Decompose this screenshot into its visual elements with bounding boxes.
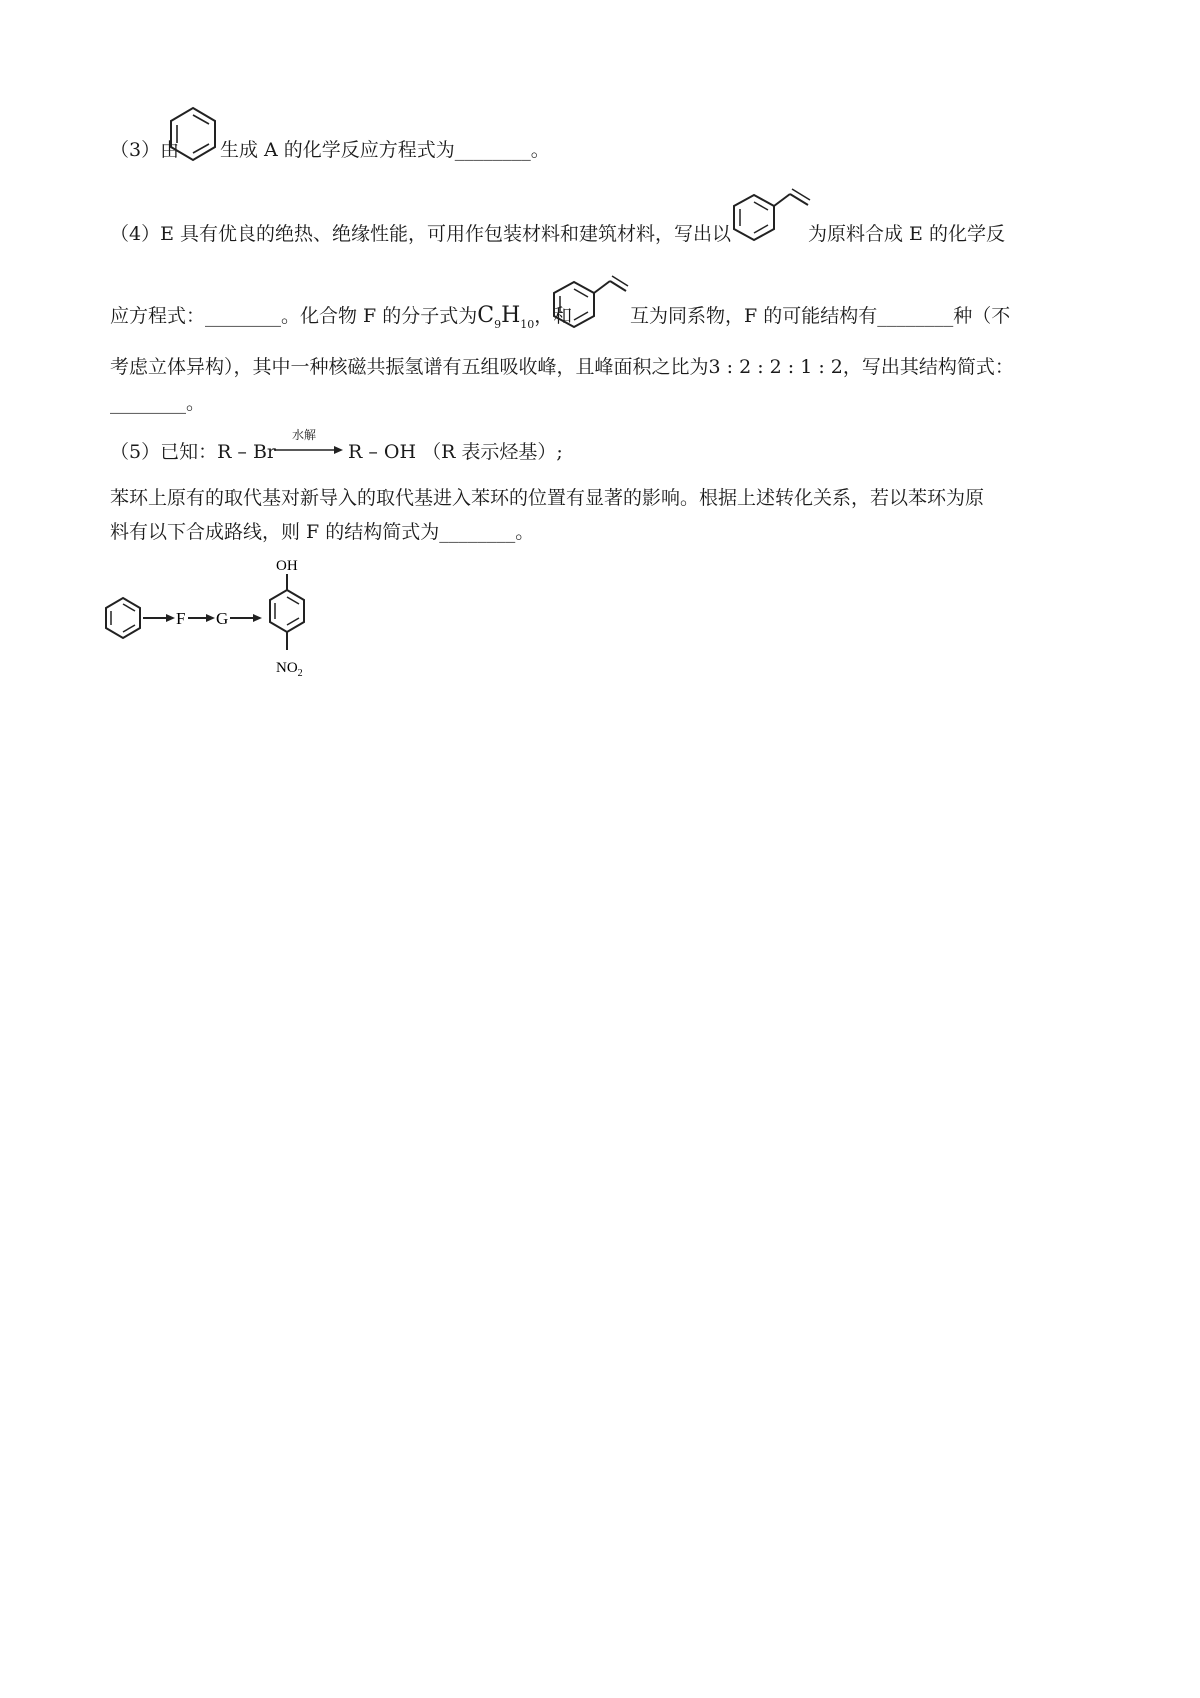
q4-line4-text: ________。 [110,392,206,414]
styrene-structure-1 [728,185,814,245]
formula-h-sub: 10 [520,318,535,331]
benzene-structure [165,104,221,166]
q3-line-rest [220,137,550,163]
q3-rest: 生成 A 的化学反应方程式为________。 [220,139,550,161]
scheme-no2-label: NO [276,660,298,676]
formula-c: C [477,303,495,328]
q4-line3-text: 考虑立体异构），其中一种核磁共振氢谱有五组吸收峰，且峰面积之比为3 : 2 : 2 : 1 : 2，写出其结构简式： [110,356,1014,378]
q5-known-b: R – OH （R 表示烃基）; [348,441,563,463]
q5-known-line-rest [348,439,563,465]
svg-text:NO2 [276,660,303,679]
q4-line2-a: 应方程式：________。化合物 F 的分子式为 [110,305,478,327]
q3-part: （3）由 [110,139,180,161]
scheme-f-label: F [176,609,186,628]
scheme-g-label: G [216,609,229,628]
arrow-label: 水解 [291,428,316,442]
q4-line2-c: 互为同系物，F 的可能结构有________种（不 [630,305,1011,327]
scheme-no2-sub: 2 [297,668,303,679]
scheme-nitrophenol [270,558,304,679]
hydrolysis-arrow [272,428,344,460]
synthesis-scheme [100,550,340,685]
q4-line3 [110,354,1014,380]
q4-line1-b: 为原料合成 E 的化学反 [808,223,1005,245]
q5-para2 [110,519,534,545]
q5-para1-text: 苯环上原有的取代基对新导入的取代基进入苯环的位置有显著的影响。根据上述转化关系，若以苯环为原 [110,487,985,509]
scheme-benzene [106,598,140,638]
formula-c-sub: 9 [494,318,502,331]
q4-line2-rest [630,303,1010,329]
q5-known-line [110,439,276,465]
q5-known-a: （5）已知：R – Br [110,441,277,463]
q4-line2-b: ，和 [534,305,573,327]
styrene-structure-2 [550,270,632,330]
formula-h: H [501,303,521,328]
q4-line1-rest [808,221,1005,247]
q5-para1 [110,485,984,511]
q5-para2-text: 料有以下合成路线，则 F 的结构简式为________。 [110,521,535,543]
q4-line4 [110,390,205,416]
scheme-oh-label: OH [276,558,298,574]
q4-line1 [110,221,731,247]
q4-line2 [110,303,572,332]
q4-line1-a: （4）E 具有优良的绝热、绝缘性能，可用作包装材料和建筑材料，写出以 [110,223,731,245]
